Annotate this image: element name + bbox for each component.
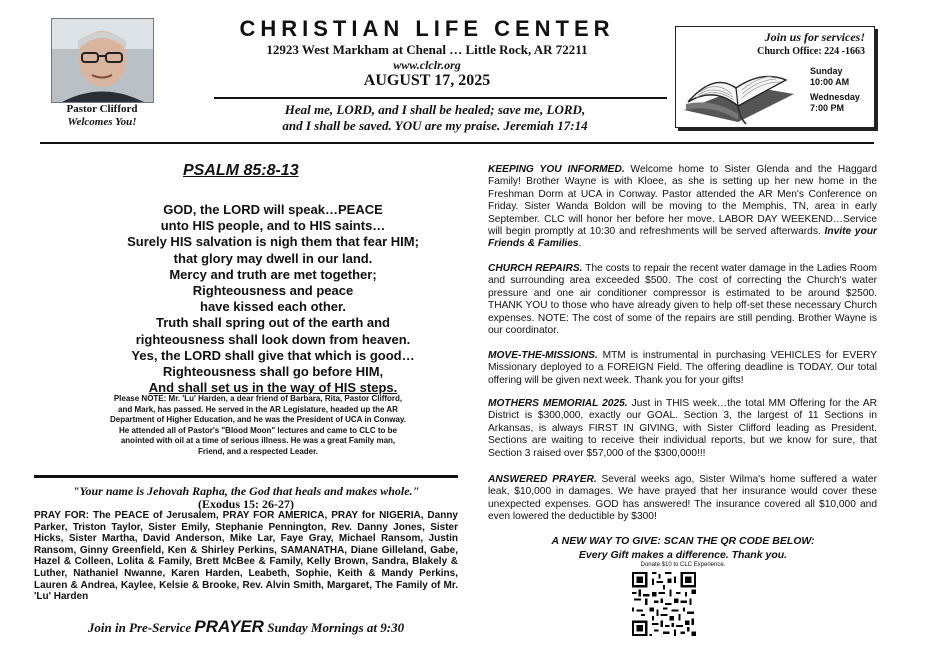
top-divider [40, 142, 874, 144]
header-divider [214, 97, 667, 99]
wednesday-time: 7:00 PM [810, 103, 845, 113]
give-heading: A NEW WAY TO GIVE: SCAN THE QR CODE BELOW: [551, 535, 815, 547]
header-verse-line-2: and I shall be saved. YOU are my praise. Jeremiah 17:14 [282, 118, 588, 133]
pastor-photo [51, 18, 154, 103]
church-name: CHRISTIAN LIFE CENTER [239, 16, 615, 41]
paragraph-body: Several weeks ago, Sister Wilma's home suffered a water leak, $10,000 in damages. We have prayed that her insurance would cover these unexpected expenses. GOD has answered! The insurance covered all $10,000 and even lowered the deductible by $300! [488, 474, 877, 523]
left-divider [34, 475, 458, 478]
give-subheading: Every Gift makes a difference. Thank you. [578, 549, 788, 561]
sunday-time: 10:00 AM [810, 77, 850, 87]
psalm-line: Yes, the LORD shall give that which is good… [131, 347, 415, 363]
pastor-name: Pastor Clifford [66, 103, 138, 115]
paragraph-body: Just in THIS week…the total MM Offering for the AR District is $300,000, exactly our GOAL. Section 3, the largest of 11 Sections in Arkansas, is always FIRST IN GIVING, with Sister Clifford leading as President. Sections are waiting to receive their individual reports, but we know for sure, that Section 3 raised over $57,000 of the $300,000!!! [488, 398, 877, 459]
psalm-line: unto HIS people, and to HIS saints… [160, 218, 386, 234]
psalm-line: Truth shall spring out of the earth and [155, 315, 390, 331]
paragraph-body: MTM is instrumental in purchasing VEHICLES for EVERY Missionary deployed to a FOREIGN Field. The offering deadline is TODAY. Our total offering will be given next week. Thank you for your gifts! [488, 350, 877, 386]
psalm-line: GOD, the LORD will speak…PEACE [163, 202, 383, 217]
memorial-notice: Please NOTE: Mr. 'Lu' Harden, a dear friend of Barbara, Rita, Pastor Clifford, and Mark, has passed. He served in the AR Legislature, headed up the AR Department of Higher Education, and he was the President of UCA in Conway. He attended all of Pastor's "Blood Moon" lectures and came to CLC to be anointed with oil at a time of serious illness. He was a great Family man, Friend, and a respected Leader. [109, 394, 407, 456]
open-bible-icon [676, 58, 804, 130]
qr-code-icon[interactable] [632, 572, 696, 636]
move-the-missions-paragraph [488, 350, 877, 387]
sunday-label: Sunday [810, 66, 843, 76]
quote-reference: (Exodus 15: 26-27) [197, 497, 294, 511]
church-address: 12923 West Markham at Chenal … Little Rock, AR 72211 [266, 42, 588, 57]
paragraph-body: Welcome home to Sister Glenda and the Haggard Family! Brother Wayne is with Kloee, as she is setting up her new home in the Freshman Dorm at UCA in Conway. Pastor attended the AR Men's Conference on Friday. Sister Wanda Boldon will be moving to the Memphis, TN, area in early September. CLC will honor her before her move. LABOR DAY WEEKEND…Service will begin promptly at 10:30 and refreshments will be served afterwards. [488, 164, 877, 238]
preservice-prayer-word: PRAYER [194, 617, 264, 636]
paragraph-heading: MOVE-THE-MISSIONS. [488, 350, 598, 361]
psalm-line: Righteousness and peace [192, 283, 354, 299]
mothers-memorial-paragraph [488, 398, 877, 460]
psalm-title: PSALM 85:8-13 [183, 162, 299, 179]
psalm-line: Mercy and truth are met together; [169, 266, 377, 282]
church-website[interactable]: www.clclr.org [393, 58, 461, 72]
bulletin-date: AUGUST 17, 2025 [363, 72, 491, 89]
preservice-text-before: Join in Pre-Service [87, 620, 195, 635]
keeping-informed-paragraph: KEEPING YOU INFORMED. Welcome home to Sister Glenda and the Haggard Family! Brother Wayne is with Kloee, as she is setting up her new home in the Freshman Dorm at UCA in Conway. Pastor attended the AR Men's Conference on Friday. Sister Wanda Boldon will be moving to the Memphis, TN, area in early September. CLC will honor her before her move. LABOR DAY WEEKEND…Service will begin promptly at 10:30 and refreshments will be served afterwards. Invite your Friends & Families. [488, 164, 878, 250]
psalm-line: have kissed each other. [200, 299, 346, 315]
psalm-line: righteousness shall look down from heaven. [135, 331, 411, 347]
preservice-text-after: Sunday Mornings at 9:30 [263, 620, 405, 635]
jehovah-rapha-quote: "Your name is Jehovah Rapha, the God that heals and makes whole." [72, 484, 420, 498]
psalm-text [88, 202, 458, 396]
answered-prayer-paragraph [488, 474, 877, 524]
paragraph-body: The costs to repair the recent water damage in the Ladies Room and surrounding area exceeded $500. The cost of correcting the Church's water pressure and one air conditioner compressor is estimated to be around $2500. THANK YOU to those who have already given to help off-set these necessary Church expenses. NOTE: The cost of some of the repairs are still pending. Brother Wayne is our coordinator. [488, 263, 877, 337]
invite-callout: Invite your Friends & Families [488, 226, 878, 250]
preservice-prayer [34, 617, 458, 637]
paragraph-heading: MOTHERS MEMORIAL 2025. [488, 398, 628, 409]
church-repairs-paragraph [488, 263, 877, 337]
service-sunday [810, 66, 880, 88]
service-wednesday [810, 92, 880, 114]
psalm-line: Righteousness shall go before HIM, [162, 364, 384, 380]
pastor-portrait-image [52, 19, 153, 102]
psalm-line: Surely HIS salvation is nigh them that fear HIM; [127, 234, 419, 250]
give-small-caption: Donate $10 to CLC Experience. [640, 562, 726, 568]
paragraph-heading: ANSWERED PRAYER. [488, 474, 597, 485]
header-verse-line-1: Heal me, LORD, and I shall be healed; save me, LORD, [284, 102, 586, 117]
psalm-line: that glory may dwell in our land. [173, 250, 373, 266]
psalm-line: And shall set us in the way of HIS steps. [148, 380, 398, 396]
paragraph-heading: KEEPING YOU INFORMED. [488, 164, 625, 175]
pastor-welcome: Welcomes You! [67, 116, 137, 128]
paragraph-heading: CHURCH REPAIRS. [488, 263, 583, 274]
church-office-phone: Church Office: 224 -1663 [757, 46, 865, 57]
prayer-list: PRAY FOR: The PEACE of Jerusalem, PRAY FOR AMERICA, PRAY for NIGERIA, Danny Parker, Triston Taylor, Sister Emily, Stephanie Pennington, Rev. Danny Jones, Sister Hicks, Sister Martha, David Anderson, Mike Lar, Faye Gray, Michael Ransom, Justin Ransom, Ginny Greenfield, Ken & Shirley Perkins, SAMANATHA, Diane Gilleland, Gabe, Hazel & Colleen, Lolita & Family, Brett McBee & Family, Kelly Brown, Sandra, Blakely & Luther, Nathaniel Nwanne, Karen Harden, Leabeth, Sophie, Keith & Mandy Perkins, Lauren & Andrea, Kaylee, Kelsie & Brooke, Rev. Alvin Smith, Margaret, The Family of Mr. 'Lu' Harden [34, 510, 458, 603]
wednesday-label: Wednesday [810, 92, 860, 102]
services-heading: Join us for services! [764, 30, 865, 44]
